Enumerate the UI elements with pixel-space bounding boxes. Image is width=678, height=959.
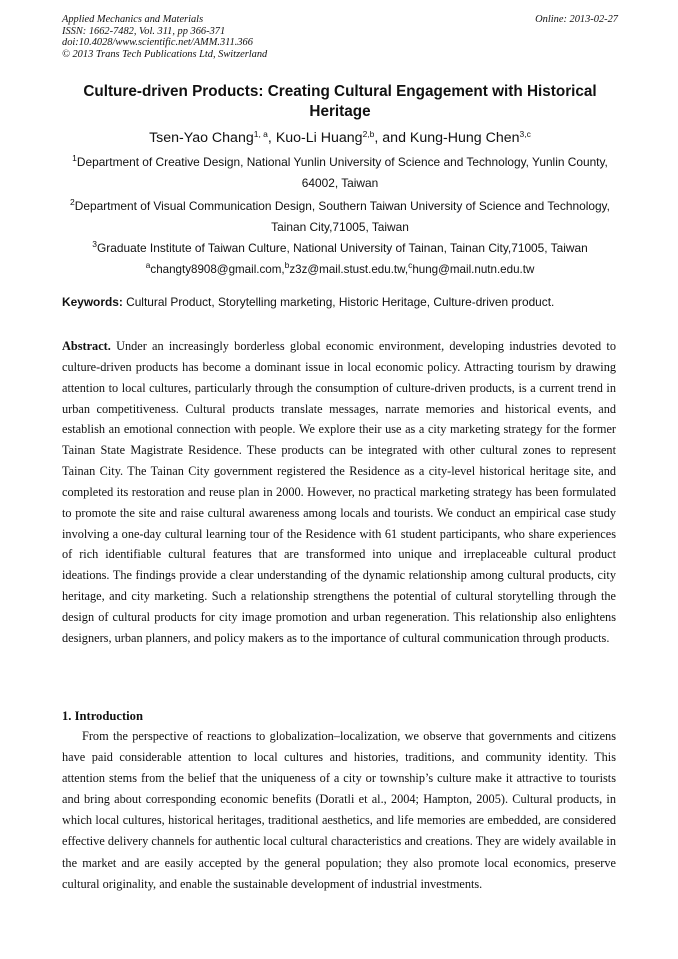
author-superscript: 2,b bbox=[362, 129, 375, 139]
affiliation-superscript: 1 bbox=[72, 153, 77, 163]
author-superscript: 1, a bbox=[253, 129, 268, 139]
journal-name: Applied Mechanics and Materials bbox=[62, 14, 204, 25]
affiliation-superscript: 2 bbox=[70, 197, 75, 207]
copyright-line: © 2013 Trans Tech Publications Ltd, Switzerland bbox=[62, 48, 268, 60]
email-superscript: c bbox=[408, 260, 413, 270]
section-heading: 1. Introduction bbox=[62, 709, 143, 723]
doi-line: doi:10.4028/www.scientific.net/AMM.311.366 bbox=[62, 37, 253, 49]
affiliation-1 bbox=[62, 152, 618, 193]
author-name: Tsen-Yao Chang bbox=[149, 130, 254, 146]
email-superscript: a bbox=[145, 260, 151, 270]
author-separator: , bbox=[267, 130, 276, 146]
online-date: Online: 2013-02-27 bbox=[535, 14, 618, 25]
affiliation-superscript: 3 bbox=[92, 239, 98, 249]
affiliation-2 bbox=[62, 196, 618, 237]
paper-title: Culture-driven Products: Creating Cultural Engagement with Historical Heritage bbox=[83, 83, 597, 120]
author-separator: , and bbox=[374, 130, 410, 146]
email-address[interactable]: z3z@mail.stust.edu.tw, bbox=[289, 263, 409, 276]
author-superscript: 3,c bbox=[519, 129, 531, 139]
keywords-label: Keywords: bbox=[62, 295, 123, 309]
introduction-paragraph: From the perspective of reactions to globalization–localization, we observe that governments and citizens have paid considerable attention to local cultures and histories, traditions, and community identity. This attention stems from the belief that the uniqueness of a city or township’s culture make it attractive to tourists and bring about corresponding economic benefits (Doratli et al., 2004; Hampton, 2005). Cultural products, in which local cultures, historical heritages, traditional aesthetics, and life memories are embedded, are considered effective delivery channels for authentic local cultural characteristics and creations. They are widely available in the market and are easily accepted by the general population; they also promote local economics, preserve cultural originality, and enable the sustainable development of industrial investments. bbox=[62, 729, 616, 891]
issn-line: ISSN: 1662-7482, Vol. 311, pp 366-371 bbox=[62, 25, 226, 37]
affiliation-text: Department of Creative Design, National Yunlin University of Science and Technology, Yunlin County, 64002, Taiwan bbox=[76, 155, 608, 190]
author-name: Kuo-Li Huang bbox=[275, 130, 363, 146]
keywords-line bbox=[62, 294, 618, 310]
affiliation-3 bbox=[50, 238, 630, 259]
author-list bbox=[62, 129, 618, 147]
abstract-text: Under an increasingly borderless global economic environment, developing industries devoted to culture-driven products has become a dominant issue in local economic policy. Attracting tourism by drawing attention to local cultures, particularly through the consumption of culture-driven products, is a current trend in urban competitiveness. Cultural products translate messages, narrate memories and historical events, and establish an emotional connection with people. We explore their use as a city marketing strategy for the former Tainan State Magistrate Residence. These products can be integrated with other cultural zones to represent Tainan City. The Tainan City government registered the Residence as a city-level historical heritage site, and completed its restoration and reuse plan in 2000. However, no practical marketing strategy has been formulated to promote the site and raise cultural awareness among locals and tourists. We conduct an empirical case study involving a one-day cultural learning tour of the Residence with 61 student participants, who share experiences of rich identifiable cultural features that are transformed into unique and irreplaceable cultural product ideations. The findings provide a clear understanding of the dynamic relationship among cultural products, city heritage, and city marketing. Such a relationship strengthens the potential of cultural storytelling through the design of cultural products for city image promotion and urban regeneration. This relationship also enlightens designers, urban planners, and policy makers as to the importance of cultural communication through products. bbox=[62, 339, 616, 645]
keywords-text: Cultural Product, Storytelling marketing, Historic Heritage, Culture-driven product. bbox=[126, 295, 555, 309]
journal-header bbox=[62, 14, 618, 60]
email-address[interactable]: changty8908@gmail.com, bbox=[150, 263, 285, 276]
affiliation-text: Graduate Institute of Taiwan Culture, National University of Tainan, Tainan City,71005, Taiwan bbox=[97, 241, 588, 255]
abstract-paragraph bbox=[62, 336, 616, 649]
email-address[interactable]: hung@mail.nutn.edu.tw bbox=[412, 263, 535, 276]
author-name: Kung-Hung Chen bbox=[409, 130, 520, 146]
affiliation-text: Department of Visual Communication Design, Southern Taiwan University of Science and Technology, Tainan City,71005, Taiwan bbox=[74, 199, 610, 234]
author-emails bbox=[62, 262, 618, 278]
abstract-label: Abstract. bbox=[62, 339, 111, 353]
email-superscript: b bbox=[284, 260, 290, 270]
